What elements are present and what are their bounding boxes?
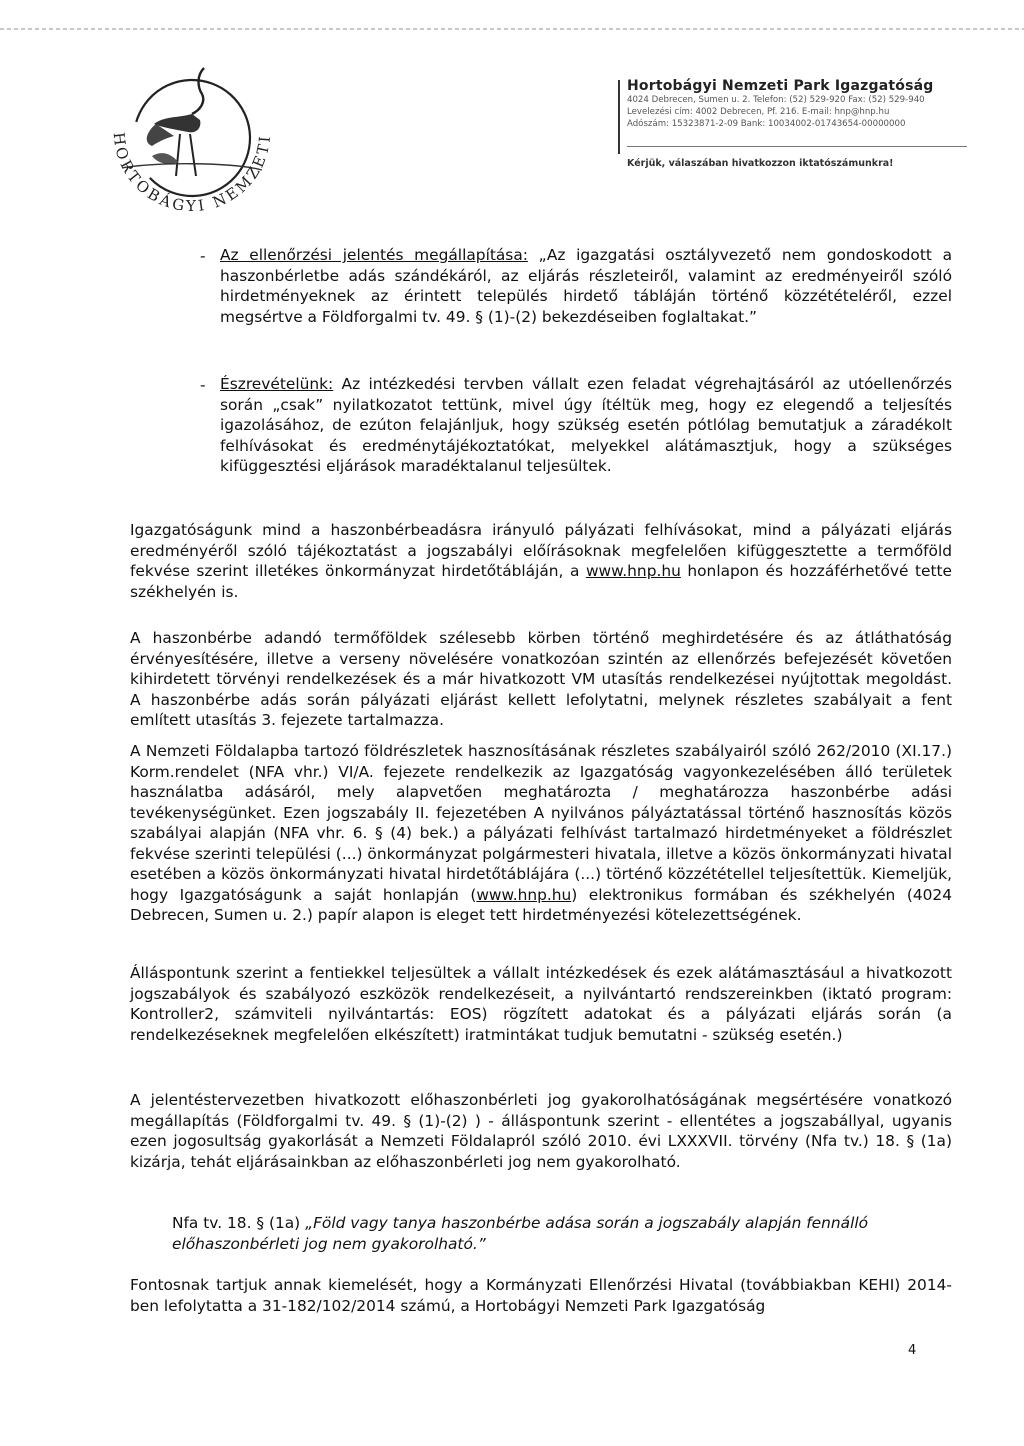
quote-text: „Föld vagy tanya haszonbérbe adása során a jogszabály alapján fennálló előhaszonbérleti jog nem gyakorolható.”	[172, 1214, 869, 1253]
org-mail: Levelezési cím: 4002 Debrecen, Pf. 216. E-mail: hnp@hnp.hu	[627, 107, 890, 117]
bullet-dash-2: -	[200, 376, 206, 394]
paragraph-transparency: A haszonbérbe adandó termőföldek szélesebb körben történő meghirdetésére és az átláthatóság érvényesítésére, illetve a verseny növelésére vonatkozóan szintén az ellenőrzés befejezését követően kihirdetett törvényi rendelkezések és a már hivatkozott VM utasítás rendelkezései nyújtottak megoldást. A haszonbérbe adás során pályázati eljárást kellett lefolytatni, melynek részletes szabályait a fent említett utasítás 3. fejezete tartalmazza.	[130, 629, 952, 729]
org-address: 4024 Debrecen, Sumen u. 2. Telefon: (52) 529-920 Fax: (52) 529-940	[627, 95, 925, 105]
paragraph-kehi: Fontosnak tartjuk annak kiemelését, hogy a Kormányzati Ellenőrzési Hivatal (továbbiakban KEHI) 2014-ben lefolytatta a 31-182/102/2014 számú, a Hortobágyi Nemzeti Park Igazgatóság	[130, 1276, 952, 1315]
crane-emblem-icon	[92, 58, 292, 238]
paragraph-text: Igazgatóságunk mind a haszonbérbeadásra irányuló pályázati felhívásokat, mind a pályázati eljárás eredményéről szóló tájékoztatást a jogszabályi előírásoknak megfelelően kifüggesztette a termőföld fekvése szerint illetékes önkormányzat hirdetőtábláján, a	[130, 521, 952, 580]
paragraph-text: ) elektronikus formában és székhelyén (4024 Debrecen, Sumen u. 2.) papír alapon is eleget tett hirdetményezési kötelezettségének.	[130, 885, 952, 924]
paragraph-publication	[130, 520, 952, 602]
website-link[interactable]: www.hnp.hu	[585, 562, 681, 580]
paragraph-preemption: A jelentéstervezetben hivatkozott előhaszonbérleti jog gyakorolhatóságának megsértésére vonatkozó megállapítás (Földforgalmi tv. 49. § (1)-(2) ) - álláspontunk szerint - ellentétes a jogszabállyal, ugyanis ezen jogosultság gyakorlását a Nemzeti Földalapról szóló 2010. évi LXXXVII. törvény (Nfa tv.) 18. § (1a) kizárja, tehát eljárásainkban az előhaszonbérleti jog nem gyakorolható.	[130, 1091, 952, 1171]
remark-text: Az intézkedési tervben vállalt ezen feladat végrehajtásáról az utóellenőrzés során „csak” nyilatkozatot tettünk, mivel úgy ítéltük meg, hogy ez elegendő a teljesítés igazolásához, de ezúton felajánljuk, hogy szükség esetén pótlólag bemutatjuk a záradékolt felhívásokat és eredménytájékoztatókat, melyekkel alátámasztjuk, hogy a szükséges kifüggesztési eljárások maradéktalanul teljesültek.	[220, 375, 952, 475]
page-number: 4	[908, 1343, 917, 1358]
paragraph-position: Álláspontunk szerint a fentiekkel teljesültek a vállalt intézkedések és ezek alátámasztásául a hivatkozott jogszabályok és szabályozó eszközök rendelkezéseit, a nyilvántartó rendszereinkben (iktató program: Kontroller2, számviteli nyilvántartás: EOS) rögzített adatokat és a pályázati eljárás során (a rendelkezéseknek megfelelően elkészített) iratmintákat tudjuk bemutatni - szükség esetén.)	[130, 964, 952, 1044]
letterhead	[618, 78, 978, 169]
reference-request: Kérjük, válaszában hivatkozzon iktatószámunkra!	[627, 158, 894, 169]
org-name: Hortobágyi Nemzeti Park Igazgatóság	[627, 78, 934, 94]
letterhead-bar	[618, 80, 620, 154]
finding-label: Az ellenőrzési jelentés megállapítása:	[220, 246, 528, 264]
website-link-2[interactable]: www.hnp.hu	[476, 885, 572, 904]
bullet-remark	[220, 374, 952, 477]
remark-label: Észrevételünk:	[220, 375, 334, 393]
org-tax: Adószám: 15323871-2-09 Bank: 10034002-01743654-00000000	[627, 119, 906, 129]
legal-quote	[172, 1213, 924, 1254]
paragraph-text: honlapon és hozzáférhetővé tette székhelyén is.	[130, 562, 952, 601]
letterhead-divider	[627, 146, 967, 147]
finding-text: „Az igazgatási osztályvezető nem gondoskodott a haszonbérletbe adás szándékáról, az eljárás részleteiről, valamint az eredményeiről szóló hirdetményeknek az érintett település hirdető tábláján történő közzétételéről, ezzel megsértve a Földforgalmi tv. 49. § (1)-(2) bekezdéseiben foglaltakat.”	[220, 246, 953, 326]
svg-text:HORTOBÁGYI NEMZETI PARK: HORTOBÁGYI NEMZETI	[109, 131, 275, 216]
bullet-finding	[220, 245, 952, 327]
park-logo	[92, 58, 292, 238]
quote-reference: Nfa tv. 18. § (1a)	[172, 1214, 301, 1232]
scan-edge-line	[0, 28, 1024, 30]
paragraph-text: A Nemzeti Földalapba tartozó földrészletek hasznosításának részletes szabályairól szóló 262/2010 (XI.17.) Korm.rendelet (NFA vhr.) VI/A. fejezete rendelkezik az Igazgatóság vagyonkezelésében álló területek használatba adásáról, mely alapvetően meghatározta / meghatározza haszonbérbe adási tevékenységünket. Ezen jogszabály II. fejezetében A nyilvános pályáztatással történő hasznosítás közös szabályai alapján (NFA vhr. 6. § (4) bek.) a pályázati felhívást tartalmazó hirdetményeket a földrészlet fekvése szerinti települési (...) önkormányzat polgármesteri hivatala, illetve a közös önkormányzati hivatal esetében a közös önkormányzati hivatal hirdetőtáblájára (...) történő közzététellel teljesítettük. Kiemeljük, hogy Igazgatóságunk a saját honlapján (	[130, 742, 952, 904]
paragraph-nfa-regulation	[130, 741, 952, 926]
bullet-dash-1: -	[200, 247, 206, 265]
